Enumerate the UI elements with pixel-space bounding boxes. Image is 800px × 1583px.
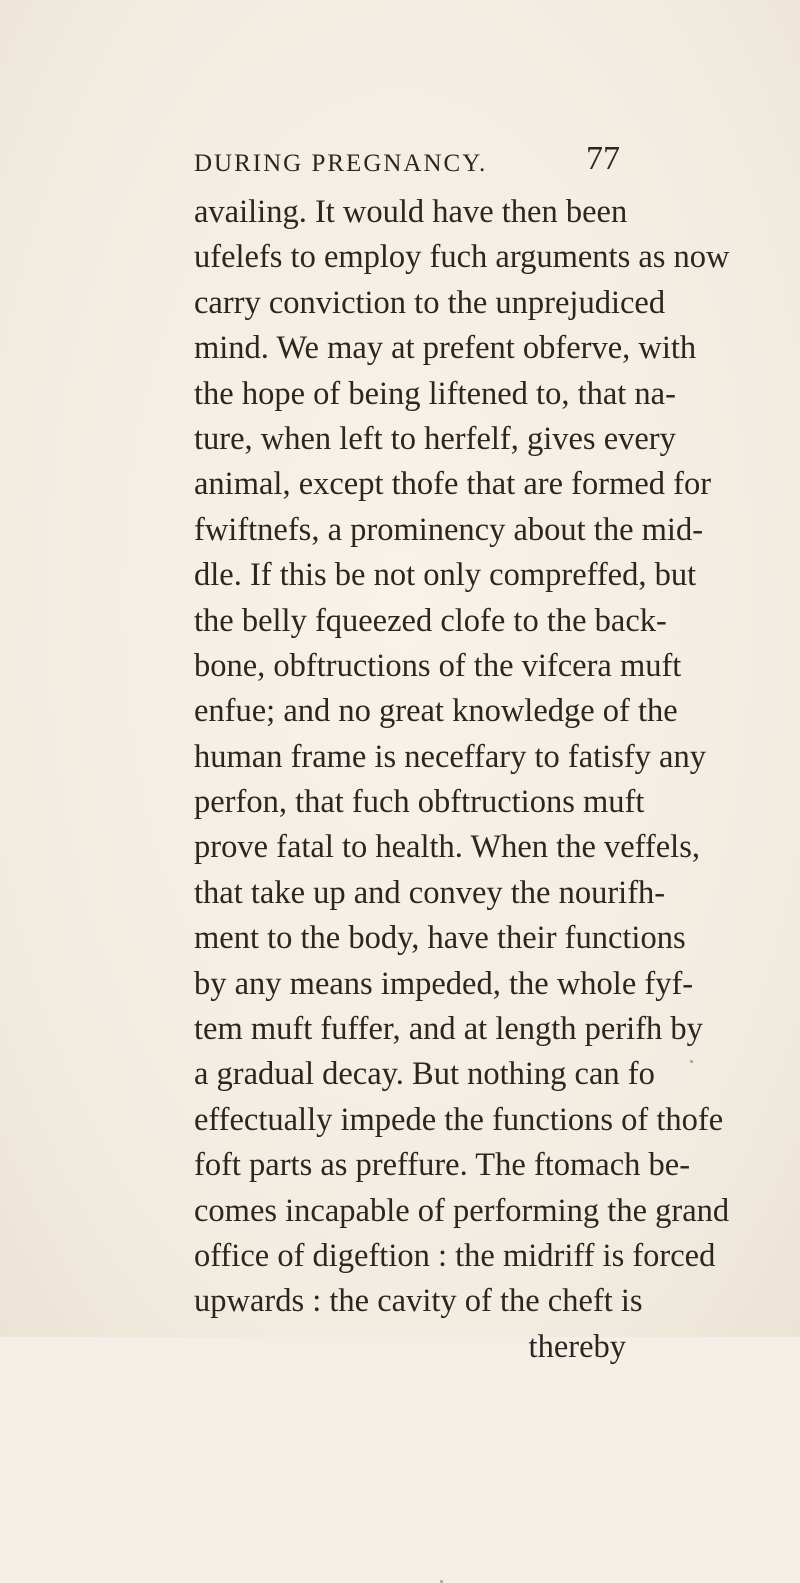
text-line: tem muft fuffer, and at length perifh by (194, 1011, 703, 1048)
text-line: prove fatal to health. When the veffels, (194, 829, 700, 866)
text-line: availing. It would have then been (194, 194, 628, 230)
text-line: ture, when left to herfelf, gives every (194, 420, 676, 457)
text-line: enfue; and no great knowledge of the (194, 693, 678, 730)
text-line: fwiftnefs, a prominency about the mid- (194, 511, 704, 548)
text-line: mind. We may at prefent obferve, with (194, 330, 697, 367)
page-header (194, 140, 624, 190)
text-line: dle. If this be not only compreffed, but (194, 557, 697, 594)
catchword: thereby (528, 1328, 626, 1365)
text-line: ufelefs to employ fuch arguments as now (194, 239, 730, 276)
text-line: animal, except thofe that are formed for (194, 466, 712, 503)
text-line: foft parts as preffure. The ftomach be- (194, 1147, 691, 1184)
text-line: carry conviction to the unprejudiced (194, 284, 666, 321)
text-line: office of digeftion : the midriff is forced (194, 1237, 716, 1274)
text-line: by any means impeded, the whole fyf- (194, 965, 694, 1002)
text-line: that take up and convey the nourifh- (194, 874, 666, 911)
text-line: bone, obftructions of the vifcera muft (194, 647, 682, 684)
paper-speck (690, 1060, 693, 1063)
body-text (194, 190, 730, 1370)
text-line: comes incapable of performing the grand (194, 1192, 730, 1229)
text-line: effectually impede the functions of thofe (194, 1101, 724, 1138)
text-line: a gradual decay. But nothing can fo (194, 1056, 655, 1093)
text-line: perfon, that fuch obftructions muft (194, 784, 645, 821)
text-line: the belly fqueezed clofe to the back- (194, 602, 667, 639)
running-head: DURING PREGNANCY. (194, 150, 488, 177)
text-line: the hope of being liftened to, that na- (194, 375, 676, 412)
text-line: upwards : the cavity of the cheft is (194, 1283, 643, 1320)
text-line: human frame is neceffary to fatisfy any (194, 738, 706, 775)
page-number: 77 (586, 140, 620, 177)
text-line: ment to the body, have their functions (194, 920, 686, 957)
